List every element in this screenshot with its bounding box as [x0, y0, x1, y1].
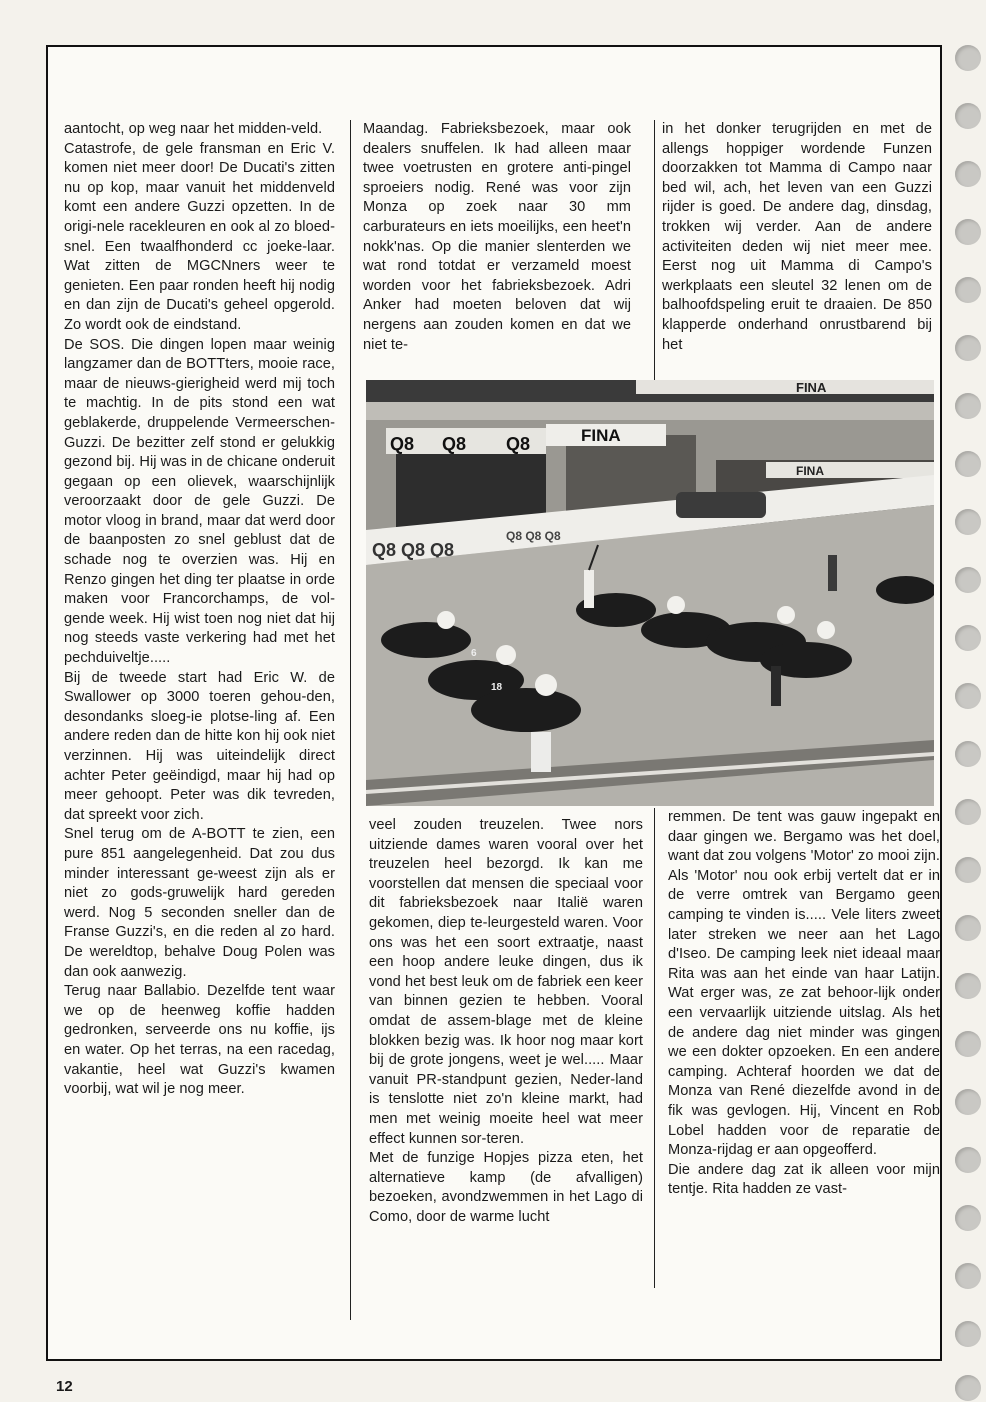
fina-sign-low: FINA — [796, 464, 824, 478]
binder-hole — [955, 857, 981, 883]
binder-hole — [955, 509, 981, 535]
binder-hole — [955, 451, 981, 477]
paragraph: Bij de tweede start had Eric W. de Swallower op 3000 toeren gehou-den, desondanks sloeg-ie plotse-ling af. Een andere reden dan de hitte kon hij ook niet verzinnen. Hij was uiteindelijk direct achter Peter geëindigd, maar hij had op meer gehoopt. Peter was dik tevreden, dat spreekt voor zich. — [64, 669, 335, 823]
paragraph: Met de funzige Hopjes pizza eten, het alternatieve kamp (de afvalligen) bezoeken, avondzwemmen in het Lago di Como, door de warme lucht — [369, 1150, 643, 1225]
binder-holes — [955, 45, 986, 1402]
binder-hole — [955, 1147, 981, 1173]
bike-number: 6 — [471, 648, 477, 659]
binder-hole — [955, 683, 981, 709]
binder-hole — [955, 973, 981, 999]
q8-wall-lettering: Q8 Q8 Q8 — [372, 540, 455, 560]
column-divider-right-top — [654, 120, 655, 382]
column-divider-right-bottom — [654, 808, 655, 1288]
paragraph: Catastrofe, de gele fransman en Eric V. komen niet meer door! De Ducati's zitten nu op kop, maar vanuit het middenveld komt een andere Guzzi opzetten. In de origi-nele racekleuren en ook al zo bloed-snel. Een twaalfhonderd cc joeke-laar. Wat zitten de MGCNners weer te genieten. Een paar ronden heeft hij nodig en dan zijn de Ducati's geheel opgerold. Zo wordt ook de eindstand. — [64, 140, 335, 333]
binder-hole — [955, 741, 981, 767]
binder-hole — [955, 799, 981, 825]
binder-hole — [955, 161, 981, 187]
bike-number: 18 — [491, 682, 503, 693]
column-middle-bottom — [369, 816, 643, 1227]
binder-hole — [955, 625, 981, 651]
binder-hole — [955, 1321, 981, 1347]
column-divider-left — [350, 120, 351, 1320]
binder-hole — [955, 567, 981, 593]
binder-hole — [955, 915, 981, 941]
fina-sign-mid: FINA — [581, 426, 621, 445]
binder-hole — [955, 103, 981, 129]
race-start-photo — [366, 380, 934, 806]
column-left — [64, 120, 335, 1100]
binder-hole — [955, 1263, 981, 1289]
binder-hole — [955, 277, 981, 303]
column-right-bottom — [668, 808, 940, 1200]
column-middle-top — [363, 120, 631, 355]
binder-hole — [955, 335, 981, 361]
paragraph: Snel terug om de A-BOTT te zien, een pure 851 aangelegenheid. Dat zou dus minder interessant ge-weest zijn als er niet zo gods-gruwelijk hard gereden werd. Nog 5 seconden sneller dan de Franse Guzzi's, en die reden al zo hard. De wereldtop, behalve Doug Polen was dan ook aanwezig. — [64, 826, 335, 980]
wall-lettering: Q8 Q8 Q8 — [506, 529, 561, 543]
q8-sign: Q8 — [390, 434, 415, 454]
binder-hole — [955, 219, 981, 245]
paragraph: Die andere dag zat ik alleen voor mijn tentje. Rita hadden ze vast- — [668, 1161, 940, 1198]
binder-hole — [955, 1375, 981, 1401]
binder-hole — [955, 1205, 981, 1231]
q8-sign: Q8 — [506, 434, 531, 454]
paragraph: veel zouden treuzelen. Twee nors uitziende dames waren vooral over het treuzelen heel bezorgd. Ik kan me voorstellen dat mensen die speciaal voor dit fabrieksbezoek naar Italië waren gekomen, diep te-leurgesteld waren. Voor ons was het een soort extraatje, naast een hoop andere leuke dingen, dus ik vond het best leuk om de fabriek een keer van binnen gezien te hebben. Vooral omdat de assem-blage met de kleine blokken bezig was. Ik hoor nog maar kort bij de grote jongens, weet je wel..... Maar vanuit PR-standpunt gezien, Neder-land is tenslotte niet zo'n kleine markt, had men met weinig moeite heel wat meer effect kunnen sor-teren. — [369, 817, 643, 1147]
paragraph: in het donker terugrijden en met de allengs hoppiger wordende Funzen doorzakken tot Mamma di Campo naar bed wil, ach, het leven van een Guzzi rijder is goed. De andere dag, dinsdag, trokken wij verder. Aan de andere activiteiten deden wij niet meer mee. Eerst nog uit Mamma di Campo's werkplaats een sleutel 32 lenen om de balhoofdspeling eruit te draaien. De 850 klapperde onderhand onrustbarend bij het — [662, 121, 932, 353]
paragraph: Maandag. Fabrieksbezoek, maar ook dealers snuffelen. Ik had alleen maar twee voetrusten en grotere anti-pingel sproeiers nodig. René was voor zijn Monza op zoek naar 30 mm carburateurs en iets moeilijks, een heet'n nokk'nas. Op die manier slenterden we wat rond totdat er verzameld moest worden voor het fabrieksbezoek. Adri Anker had moeten beloven dat wij nergens aan zouden komen en dat we niet te- — [363, 121, 631, 353]
paragraph: remmen. De tent was gauw ingepakt en daar gingen we. Bergamo was het doel, want dat zou volgens 'Motor' zo mooi zijn. Als 'Motor' nou ook erbij vertelt dat er in de verre omtrek van Bergamo geen camping te vinden is..... Vele liters zweet later streken we neer aan het Lago d'Iseo. De camping leek niet ideaal maar Rita was aan het einde van haar Latijn. Wat erger was, ze zat behoor-lijk onder een vervaarlijk uitziende uitslag. Als het de andere dag niet minder was gingen we een dokter opzoeken. En een andere camping. Achteraf hoorden we dat de Monza van René diezelfde avond in de fik was gevlogen. Hij, Vincent en Rob Lobel hadden voor de reparatie de Monza-rijdag er aan opgeofferd. — [668, 809, 940, 1159]
paragraph: aantocht, op weg naar het midden-veld. — [64, 121, 323, 137]
binder-hole — [955, 45, 981, 71]
paragraph: Terug naar Ballabio. Dezelfde tent waar we op de heenweg koffie hadden gedronken, serveerde ons nu koffie, ijs en water. Op het terras, na een racedag, vakantie, heel wat Guzzi's kwamen voorbij, wat wil je nog meer. — [64, 983, 335, 1098]
fina-sign-top: FINA — [796, 380, 827, 395]
column-right-top — [662, 120, 932, 355]
binder-hole — [955, 1031, 981, 1057]
binder-hole — [955, 393, 981, 419]
binder-hole — [955, 1089, 981, 1115]
q8-sign: Q8 — [442, 434, 467, 454]
page-number: 12 — [56, 1378, 73, 1395]
paragraph: De SOS. Die dingen lopen maar weinig langzamer dan de BOTTters, mooie race, maar de nieuws-gierigheid werd mij toch te machtig. In de pits stond een wat geblakerde, druppelende Vermeerschen-Guzzi. De bezitter zelf stond er gelukkig gezond bij. Hij was in de chicane onderuit gegaan op een olievek, waarschijnlijk veroorzaakt door de gele Guzzi. De motor vloog in brand, maar dat werd door de baanposten zo snel geblust dat de schade nog te overzien was. Hij en Renzo gingen het ding ter plaatse in orde maken voor Francorchamps, de vol-gende week. Hij wist toen nog niet dat hij nog steeds vaste verkering had met het pechduiveltje..... — [64, 336, 335, 667]
